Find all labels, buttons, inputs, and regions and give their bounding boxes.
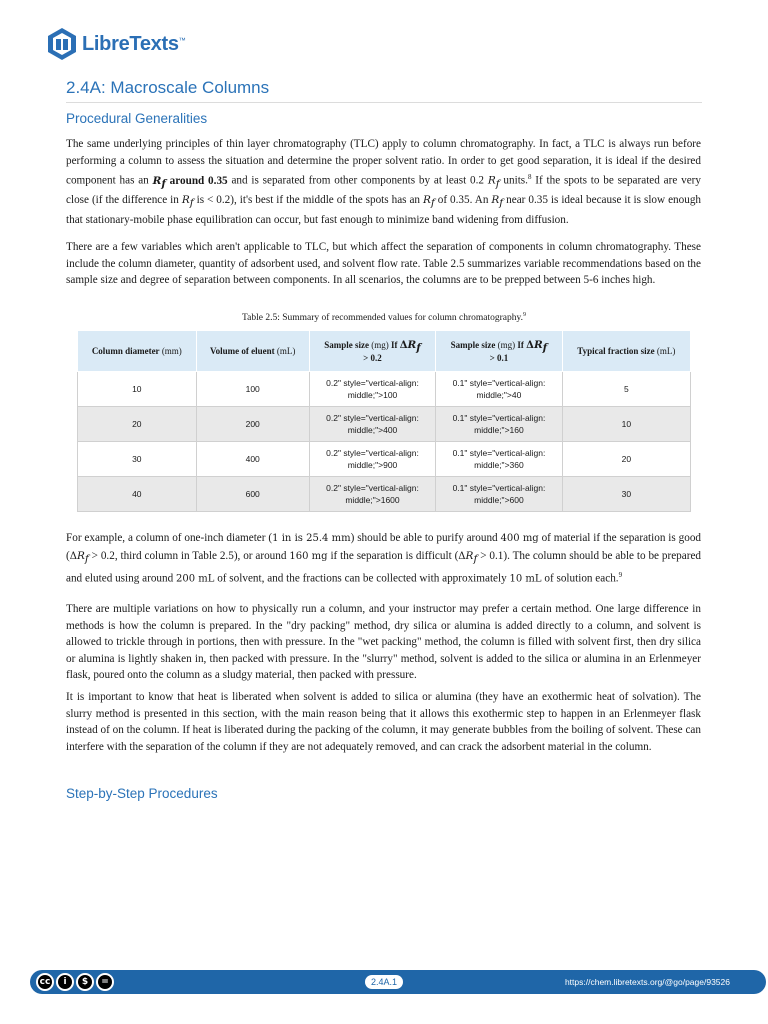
cc-icon: cc [36, 973, 54, 991]
cell-volume: 200 [196, 407, 309, 442]
paragraph-intro: The same underlying principles of thin layer chromatography (TLC) apply to column chromatography. In fact, a TLC is always run before performing a column to assess the situation and determine the proper solvent ratio. In order to get good separation, it is ideal if the desired component has an $R_f$ around 0.35 and is separated from other components by at least 0.2 $R_f$ units.$^8$ If the spots to be separated are very close (if the difference in $R_f$ is < 0.2), it's best if the middle of the spots has an $R_f$ of 0.35. An $R_f$ near 0.35 is ideal because it is slow enough that stationary-mobile phase equilibration can occur, but fast enough to minimize band widening from diffusion. [66, 138, 702, 227]
cell-volume: 600 [196, 477, 309, 512]
libretexts-logo-icon[interactable] [46, 27, 78, 61]
cell-diameter: 10 [78, 372, 197, 407]
cell-sample-01: 0.1" style="vertical-align: middle;">40 [436, 372, 562, 407]
cell-sample-02: 0.2" style="vertical-align: middle;">900 [309, 442, 435, 477]
paragraph-example: For example, a column of one-inch diameter (1 in is 25.4 mm) should be able to purify around 400 mg of material if the separation is good ($\Delta R_f > 0.2$, third column in Table 2.5), or around 160 mg if the separation is difficult $(\Delta R_f > 0.1)$. The column should be able to be prepared and eluted using around 200 mL of solvent, and the fractions can be collected with approximately 10 mL of solution each.$^9$ [66, 532, 702, 585]
cell-diameter: 20 [78, 407, 197, 442]
cell-fraction: 30 [562, 477, 690, 512]
cell-fraction: 20 [562, 442, 690, 477]
page-title: 2.4A: Macroscale Columns [66, 78, 702, 103]
cell-sample-01: 0.1" style="vertical-align: middle;">360 [436, 442, 562, 477]
brand-name[interactable]: LibreTexts™ [82, 32, 186, 55]
table-caption: Table 2.5: Summary of recommended values for column chromatography.$^9$ [242, 312, 526, 324]
section-heading-procedural: Procedural Generalities [66, 111, 208, 126]
license-badge[interactable] [36, 973, 114, 991]
cell-sample-01: 0.1" style="vertical-align: middle;">600 [436, 477, 562, 512]
cell-sample-01: 0.1" style="vertical-align: middle;">160 [436, 407, 562, 442]
table-row [78, 477, 691, 512]
header-sample-size-02: Sample size (mg) If $\Delta R_f$ > 0.2 [309, 331, 435, 372]
header-column-diameter: Column diameter (mm) [78, 331, 197, 372]
header-fraction-size: Typical fraction size (mL) [562, 331, 690, 372]
table-row [78, 407, 691, 442]
cell-diameter: 30 [78, 442, 197, 477]
page-number-badge: 2.4A.1 [365, 975, 403, 989]
cell-sample-02: 0.2" style="vertical-align: middle;">400 [309, 407, 435, 442]
nc-icon: $ [76, 973, 94, 991]
cell-sample-02: 0.2" style="vertical-align: middle;">1600 [309, 477, 435, 512]
cell-volume: 400 [196, 442, 309, 477]
cell-fraction: 10 [562, 407, 690, 442]
cell-fraction: 5 [562, 372, 690, 407]
section-heading-step-by-step: Step-by-Step Procedures [66, 786, 218, 801]
site-header [46, 26, 185, 62]
cell-sample-02: 0.2" style="vertical-align: middle;">100 [309, 372, 435, 407]
cell-volume: 100 [196, 372, 309, 407]
page-url-link[interactable]: https://chem.libretexts.org/@go/page/93526 [564, 977, 730, 987]
header-sample-size-01: Sample size (mg) If $\Delta R_f$ > 0.1 [436, 331, 562, 372]
cell-diameter: 40 [78, 477, 197, 512]
paragraph-variables: There are a few variables which aren't applicable to TLC, but which affect the separation of components in column chromatography. These include the column diameter, quantity of adsorbent used, and solvent flow rate. Table 2.5 summarizes variable recommendations based on the sample size and degree of separation between components. In all scenarios, the columns are to be prepped between 5-6 inches high. [66, 241, 701, 286]
header-volume-eluent: Volume of eluent (mL) [196, 331, 309, 372]
table-row [78, 442, 691, 477]
paragraph-packing-methods: There are multiple variations on how to physically run a column, and your instructor may prefer a certain method. One large difference in methods is how the column is prepared. In the "dry packing" method, dry silica or alumina is added directly to a column, and solvent is allowed to trickle through in portions, then with pressure. In the "wet packing" method, the column is filled with solvent first, then dry silica or alumina is lightly shaken in, then packed with pressure. In the "slurry" method, solvent is added to the silica or alumina in an Erlenmeyer flask, poured onto the column as a sludgy material, then packed with pressure. [66, 603, 701, 681]
paragraph-heat-liberation: It is important to know that heat is liberated when solvent is added to silica or alumina (they have an exothermic heat of solvation). The slurry method is presented in this section, with the main reason being that it allows this exothermic step to happen in an Erlenmeyer flask instead of on the column. If heat is liberated during the packing of the column, it may generate bubbles from the boiling of solvent. These can interfere with the separation of the column if they are not adequately removed, and can crack the adsorbent material in the column. [66, 691, 701, 753]
by-icon: i [56, 973, 74, 991]
table-header-row [78, 331, 691, 372]
recommended-values-table [77, 330, 691, 512]
nd-icon: = [96, 973, 114, 991]
table-row [78, 372, 691, 407]
